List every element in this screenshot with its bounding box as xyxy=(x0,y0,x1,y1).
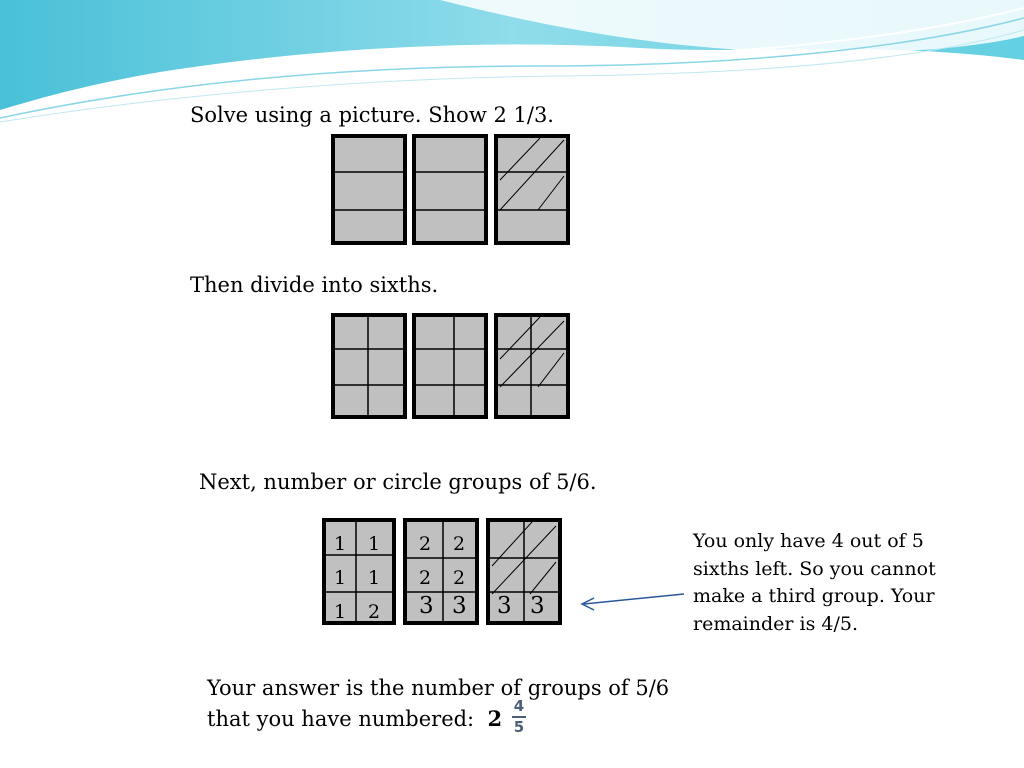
whole-rectangle-1 xyxy=(331,134,407,245)
group-number: 2 xyxy=(419,533,432,555)
answer-whole-number: 2 xyxy=(487,706,503,731)
answer-line-1: Your answer is the number of groups of 5/6 xyxy=(207,676,670,700)
step-3-instruction: Next, number or circle groups of 5/6. xyxy=(199,470,597,494)
group-rectangle-1 xyxy=(322,518,396,625)
group-number: 1 xyxy=(368,567,381,589)
group-number: 3 xyxy=(530,593,545,619)
group-number: 3 xyxy=(497,593,512,619)
group-number: 2 xyxy=(453,533,466,555)
group-number: 1 xyxy=(334,533,347,555)
whole-rectangle-2-sixths xyxy=(412,313,488,419)
group-rectangle-3 xyxy=(486,518,562,625)
arrow-left-icon xyxy=(576,588,688,614)
answer-line-2-text: that you have numbered: xyxy=(207,707,475,731)
group-number: 3 xyxy=(419,593,434,619)
hatched-sixths xyxy=(498,317,566,415)
answer-fraction xyxy=(512,698,526,736)
thirds-lines xyxy=(335,138,403,241)
partial-rectangle-3-sixths xyxy=(494,313,570,419)
answer-line-2 xyxy=(207,706,502,732)
sixths-lines xyxy=(335,317,403,415)
remainder-explanation: You only have 4 out of 5 sixths left. So you cannot make a third group. Your remainder is 4/5. xyxy=(693,530,936,635)
group-number: 2 xyxy=(368,601,381,623)
answer-denominator: 5 xyxy=(513,718,525,736)
group-rectangle-2 xyxy=(403,518,479,625)
step-1-instruction: Solve using a picture. Show 2 1/3. xyxy=(190,103,554,127)
whole-rectangle-2 xyxy=(412,134,488,245)
answer-numerator: 4 xyxy=(513,697,525,715)
partial-rectangle-3 xyxy=(494,134,570,245)
group-number: 1 xyxy=(368,533,381,555)
sixths-lines xyxy=(416,317,484,415)
hatched-thirds xyxy=(498,138,566,241)
whole-rectangle-1-sixths xyxy=(331,313,407,419)
step-2-instruction: Then divide into sixths. xyxy=(190,273,439,297)
group-number: 1 xyxy=(334,567,347,589)
thirds-lines xyxy=(416,138,484,241)
group-number: 2 xyxy=(453,567,466,589)
group-number: 2 xyxy=(419,567,432,589)
group-number: 1 xyxy=(334,601,347,623)
group-number: 3 xyxy=(452,593,467,619)
